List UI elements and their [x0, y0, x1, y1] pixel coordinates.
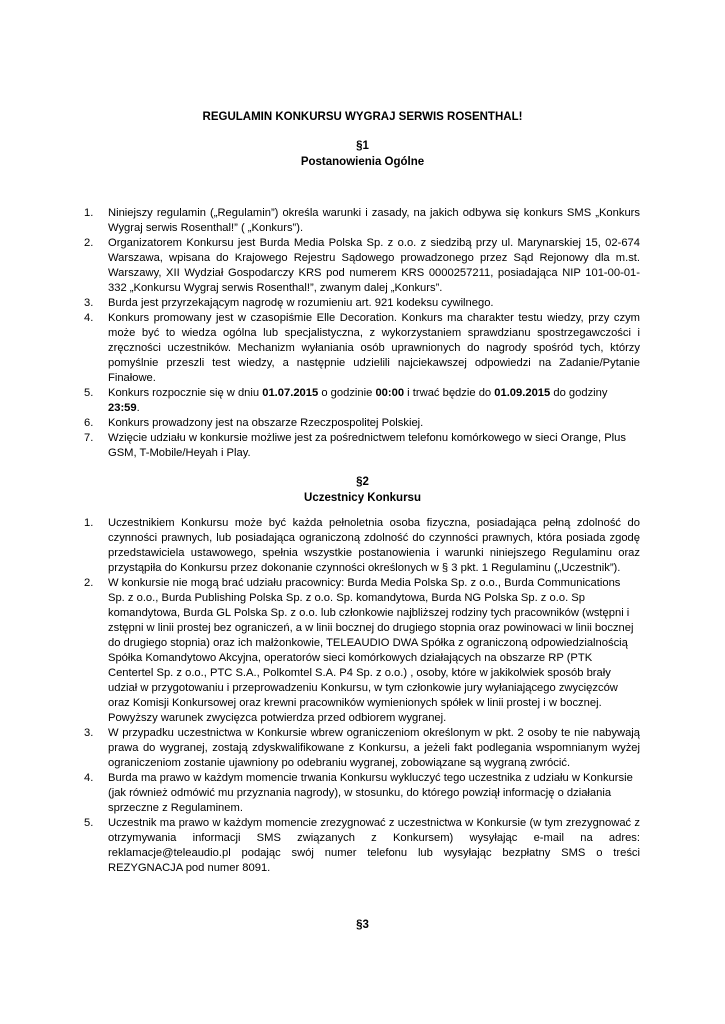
section-3-number: §3 [356, 919, 369, 931]
document-title: REGULAMIN KONKURSU WYGRAJ SERWIS ROSENTHAL! [202, 111, 523, 123]
section-2-list [84, 516, 640, 876]
list-item: 3. Burda jest przyrzekającym nagrodę w rozumieniu art. 921 kodeksu cywilnego. [84, 297, 494, 309]
list-item: 1. Niniejszy regulamin („Regulamin”) określa warunki i zasady, na jakich odbywa się konkurs SMS „Konkurs Wygraj serwis Rosenthal!” ( „Konkurs”). [84, 207, 640, 234]
list-item: 5. Konkurs rozpocznie się w dniu 01.07.2015 o godzinie 00:00 i trwać będzie do 01.09.2015 do godziny 23:59. [84, 387, 608, 414]
list-item: 4. Burda ma prawo w każdym momencie trwania Konkursu wykluczyć tego uczestnika z udziału w Konkursie (jak również odmówić mu przyznania nagrody), w stosunku, do którego powziął informację o działania sprzeczne z Regulaminem. [84, 772, 633, 814]
list-item: 3. W przypadku uczestnictwa w Konkursie wbrew ograniczeniom określonym w pkt. 2 osoby te nie nabywają prawa do wygranej, zostają zdyskwalifikowane z Konkursu, a jeżeli fakt podlegania wspomnianym wyżej ograniczeniom zostanie ujawniony po odebraniu wygranej, zobowiązane są wygraną zwrócić. [84, 727, 640, 769]
section-1-list [84, 206, 640, 461]
start-date: 01.07.2015 [262, 387, 319, 399]
end-time: 23:59 [108, 402, 137, 414]
list-item: 4. Konkurs promowany jest w czasopiśmie Elle Decoration. Konkurs ma charakter testu wiedzy, przy czym może być to wiedza ogólna lub specjalistyczna, z wykorzystaniem sprawdzianu spostrzegawczości i zręczności uczestników. Mechanizm wyłaniania osób uprawnionych do nagrody spośród tych, którzy pomyślnie przeszli test wiedzy, a następnie udzielili najciekawszej odpowiedzi na Zadanie/Pytanie Finałowe. [84, 312, 640, 384]
section-1-heading: Postanowienia Ogólne [300, 156, 425, 168]
list-item: 1. Uczestnikiem Konkursu może być każda pełnoletnia osoba fizyczna, posiadająca pełną zdolność do czynności prawnych, lub posiadająca ograniczoną zdolność do czynności prawnych, która posiada zgodę przedstawiciela ustawowego, spełnia wszystkie postanowienia i warunki niniejszego Regulaminu oraz przystąpiła do Konkursu przez dokonanie czynności określonych w § 3 pkt. 1 Regulaminu („Uczestnik”). [84, 517, 640, 574]
list-item: 2. W konkursie nie mogą brać udziału pracownicy: Burda Media Polska Sp. z o.o., Burda Communications Sp. z o.o., Burda Publishing Polska Sp. z o.o. Sp. komandytowa, Burda NG Polska Sp. z o.o. Sp komandytowa, Burda GL Polska Sp. z o.o. lub członkowie najbliższej rodziny tych pracowników (wstępni i zstępni w linii prostej bez ograniczeń, a w linii bocznej do drugiego stopnia oraz powinowaci w linii bocznej do drugiego stopnia) oraz ich małżonkowie, TELEAUDIO DWA Spółka z ograniczoną odpowiedzialnością Spółka Komandytowo Akcyjna, operatorów sieci komórkowych działających na obszarze RP (PTK Centertel Sp. z o.o., PTC S.A., Polkomtel S.A. P4 Sp. z o.o.) , osoby, które w jakikolwiek sposób brały udział w przygotowaniu i przeprowadzeniu Konkursu, w tym członkowie jury wyłaniającego zwycięzców oraz Komisji Konkursowej oraz krewni pracowników wymienionych spółek w linii prostej i w bocznej. Powyższy warunek zwycięzca potwierdza przed odbiorem wygranej. [84, 577, 634, 724]
end-date: 01.09.2015 [494, 387, 551, 399]
section-2-number: §2 [356, 476, 369, 488]
section-2-heading: Uczestnicy Konkursu [304, 492, 421, 504]
list-item: 5. Uczestnik ma prawo w każdym momencie zrezygnować z uczestnictwa w Konkursie (w tym zrezygnować z otrzymywania informacji SMS związanych z Konkursem) wysyłając e-mail na adres: reklamacje@teleaudio.pl podając swój numer telefonu lub wysyłając bezpłatny SMS o treści REZYGNACJA pod numer 8091. [84, 817, 640, 874]
list-item: 6. Konkurs prowadzony jest na obszarze Rzeczpospolitej Polskiej. [84, 417, 424, 429]
list-item: 2. Organizatorem Konkursu jest Burda Media Polska Sp. z o.o. z siedzibą przy ul. Marynarskiej 15, 02-674 Warszawa, wpisana do Krajowego Rejestru Sądowego prowadzonego przez Sąd Rejonowy dla m.st. Warszawy, XII Wydział Gospodarczy KRS pod numerem KRS 0000257211, posiadająca NIP 101-00-01-332 „Konkursu Wygraj serwis Rosenthal!”, zwanym dalej „Konkurs”. [84, 237, 640, 294]
section-2-header [0, 474, 725, 506]
list-item: 7. Wzięcie udziału w konkursie możliwe jest za pośrednictwem telefonu komórkowego w sieci Orange, Plus GSM, T-Mobile/Heyah i Play. [84, 432, 626, 459]
start-time: 00:00 [375, 387, 405, 399]
section-1-number: §1 [356, 140, 369, 152]
section-3-header [0, 917, 725, 933]
section-1-header [0, 138, 725, 170]
